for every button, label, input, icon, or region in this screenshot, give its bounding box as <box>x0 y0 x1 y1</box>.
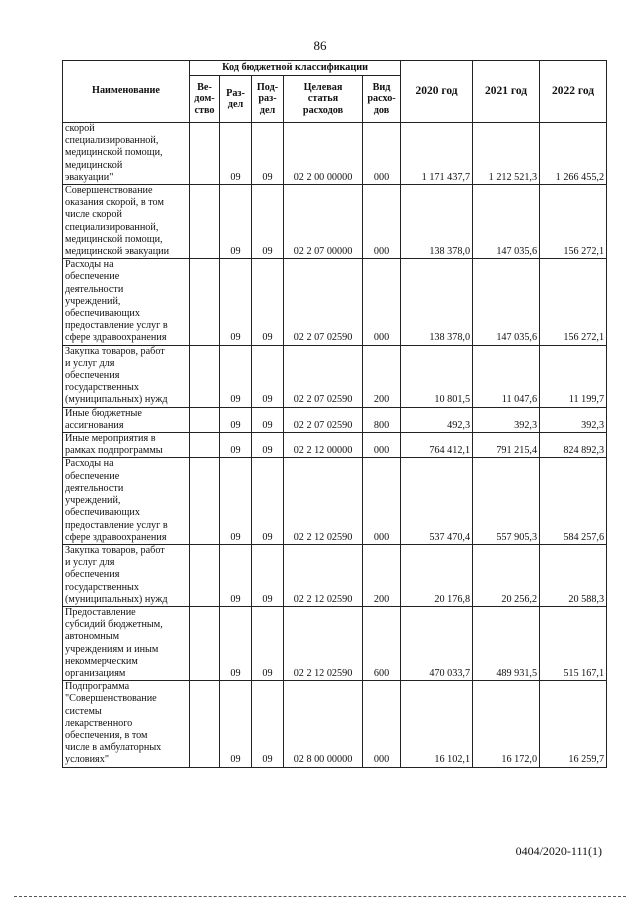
cell-name: Закупка товаров, работ и услуг для обеспечения государственных (муниципальных) нужд <box>63 345 190 407</box>
cell-section: 09 <box>220 433 252 458</box>
cell-subsection: 09 <box>252 433 284 458</box>
cell-department <box>190 259 220 345</box>
cell-target-article: 02 2 00 00000 <box>284 123 363 185</box>
cell-amount-2020: 20 176,8 <box>401 544 473 606</box>
header-subsection: Под- раз- дел <box>252 76 284 123</box>
cell-amount-2021: 147 035,6 <box>473 185 540 259</box>
table-row <box>63 123 607 185</box>
cell-amount-2020: 470 033,7 <box>401 606 473 680</box>
cell-department <box>190 123 220 185</box>
cell-subsection: 09 <box>252 259 284 345</box>
cell-amount-2021: 20 256,2 <box>473 544 540 606</box>
cell-expense-type: 200 <box>363 345 401 407</box>
cell-amount-2022: 156 272,1 <box>540 185 607 259</box>
cell-expense-type: 800 <box>363 407 401 432</box>
header-name: Наименование <box>63 61 190 123</box>
cell-amount-2022: 1 266 455,2 <box>540 123 607 185</box>
table-row <box>63 185 607 259</box>
cell-subsection: 09 <box>252 185 284 259</box>
cell-amount-2021: 16 172,0 <box>473 681 540 767</box>
cell-target-article: 02 2 12 02590 <box>284 458 363 544</box>
cell-target-article: 02 2 07 02590 <box>284 259 363 345</box>
cell-target-article: 02 2 07 00000 <box>284 185 363 259</box>
cell-section: 09 <box>220 185 252 259</box>
cell-amount-2022: 156 272,1 <box>540 259 607 345</box>
header-expense-type: Вид расхо- дов <box>363 76 401 123</box>
table-row <box>63 407 607 432</box>
table-row <box>63 345 607 407</box>
cell-amount-2021: 489 931,5 <box>473 606 540 680</box>
cell-name: скорой специализированной, медицинской помощи, медицинской эвакуации" <box>63 123 190 185</box>
cell-department <box>190 681 220 767</box>
bottom-divider <box>14 896 626 897</box>
cell-amount-2021: 791 215,4 <box>473 433 540 458</box>
cell-name: Иные мероприятия в рамках подпрограммы <box>63 433 190 458</box>
cell-section: 09 <box>220 606 252 680</box>
cell-expense-type: 000 <box>363 681 401 767</box>
cell-subsection: 09 <box>252 123 284 185</box>
cell-name: Совершенствование оказания скорой, в том числе скорой специализированной, медицинской помощи, медицинской эвакуации <box>63 185 190 259</box>
cell-amount-2021: 392,3 <box>473 407 540 432</box>
cell-subsection: 09 <box>252 606 284 680</box>
cell-subsection: 09 <box>252 407 284 432</box>
header-target-article: Целевая статья расходов <box>284 76 363 123</box>
header-section: Раз- дел <box>220 76 252 123</box>
cell-department <box>190 433 220 458</box>
cell-department <box>190 345 220 407</box>
cell-amount-2021: 147 035,6 <box>473 259 540 345</box>
cell-name: Иные бюджетные ассигнования <box>63 407 190 432</box>
table-body <box>63 123 607 768</box>
cell-subsection: 09 <box>252 544 284 606</box>
cell-name: Расходы на обеспечение деятельности учреждений, обеспечивающих предоставление услуг в сфере здравоохранения <box>63 458 190 544</box>
cell-amount-2020: 492,3 <box>401 407 473 432</box>
cell-expense-type: 000 <box>363 123 401 185</box>
cell-subsection: 09 <box>252 345 284 407</box>
cell-section: 09 <box>220 123 252 185</box>
budget-table <box>62 60 607 768</box>
cell-expense-type: 000 <box>363 259 401 345</box>
header-year-2022: 2022 год <box>540 61 607 123</box>
cell-target-article: 02 2 07 02590 <box>284 345 363 407</box>
cell-target-article: 02 2 12 00000 <box>284 433 363 458</box>
table-row <box>63 433 607 458</box>
cell-expense-type: 200 <box>363 544 401 606</box>
cell-target-article: 02 2 12 02590 <box>284 544 363 606</box>
cell-amount-2022: 16 259,7 <box>540 681 607 767</box>
cell-amount-2020: 10 801,5 <box>401 345 473 407</box>
header-classification-group: Код бюджетной классификации <box>190 61 401 76</box>
cell-subsection: 09 <box>252 458 284 544</box>
header-year-2021: 2021 год <box>473 61 540 123</box>
cell-expense-type: 000 <box>363 458 401 544</box>
cell-amount-2020: 138 378,0 <box>401 259 473 345</box>
cell-amount-2020: 138 378,0 <box>401 185 473 259</box>
cell-amount-2022: 824 892,3 <box>540 433 607 458</box>
cell-amount-2022: 584 257,6 <box>540 458 607 544</box>
header-department: Ве- дом- ство <box>190 76 220 123</box>
cell-section: 09 <box>220 407 252 432</box>
page-number: 86 <box>313 38 327 53</box>
cell-amount-2021: 11 047,6 <box>473 345 540 407</box>
cell-amount-2022: 11 199,7 <box>540 345 607 407</box>
cell-target-article: 02 2 12 02590 <box>284 606 363 680</box>
table-row <box>63 681 607 767</box>
cell-amount-2022: 392,3 <box>540 407 607 432</box>
cell-section: 09 <box>220 681 252 767</box>
cell-department <box>190 606 220 680</box>
cell-name: Расходы на обеспечение деятельности учреждений, обеспечивающих предоставление услуг в сфере здравоохранения <box>63 259 190 345</box>
cell-department <box>190 185 220 259</box>
cell-department <box>190 407 220 432</box>
cell-expense-type: 600 <box>363 606 401 680</box>
cell-name: Подпрограмма "Совершенствование системы лекарственного обеспечения, в том числе в амбулаторных условиях" <box>63 681 190 767</box>
cell-name: Закупка товаров, работ и услуг для обеспечения государственных (муниципальных) нужд <box>63 544 190 606</box>
cell-section: 09 <box>220 544 252 606</box>
header-year-2020: 2020 год <box>401 61 473 123</box>
cell-amount-2021: 1 212 521,3 <box>473 123 540 185</box>
cell-section: 09 <box>220 458 252 544</box>
table-row <box>63 606 607 680</box>
table-row <box>63 544 607 606</box>
cell-amount-2021: 557 905,3 <box>473 458 540 544</box>
cell-amount-2022: 20 588,3 <box>540 544 607 606</box>
table-row <box>63 458 607 544</box>
cell-amount-2020: 764 412,1 <box>401 433 473 458</box>
cell-name: Предоставление субсидий бюджетным, автономным учреждениям и иным некоммерческим организациям <box>63 606 190 680</box>
cell-amount-2020: 537 470,4 <box>401 458 473 544</box>
cell-expense-type: 000 <box>363 433 401 458</box>
cell-target-article: 02 2 07 02590 <box>284 407 363 432</box>
cell-expense-type: 000 <box>363 185 401 259</box>
cell-amount-2020: 1 171 437,7 <box>401 123 473 185</box>
cell-department <box>190 544 220 606</box>
cell-section: 09 <box>220 259 252 345</box>
cell-amount-2020: 16 102,1 <box>401 681 473 767</box>
table-row <box>63 259 607 345</box>
cell-target-article: 02 8 00 00000 <box>284 681 363 767</box>
cell-department <box>190 458 220 544</box>
cell-section: 09 <box>220 345 252 407</box>
document-code: 0404/2020-111(1) <box>515 844 602 858</box>
cell-amount-2022: 515 167,1 <box>540 606 607 680</box>
cell-subsection: 09 <box>252 681 284 767</box>
